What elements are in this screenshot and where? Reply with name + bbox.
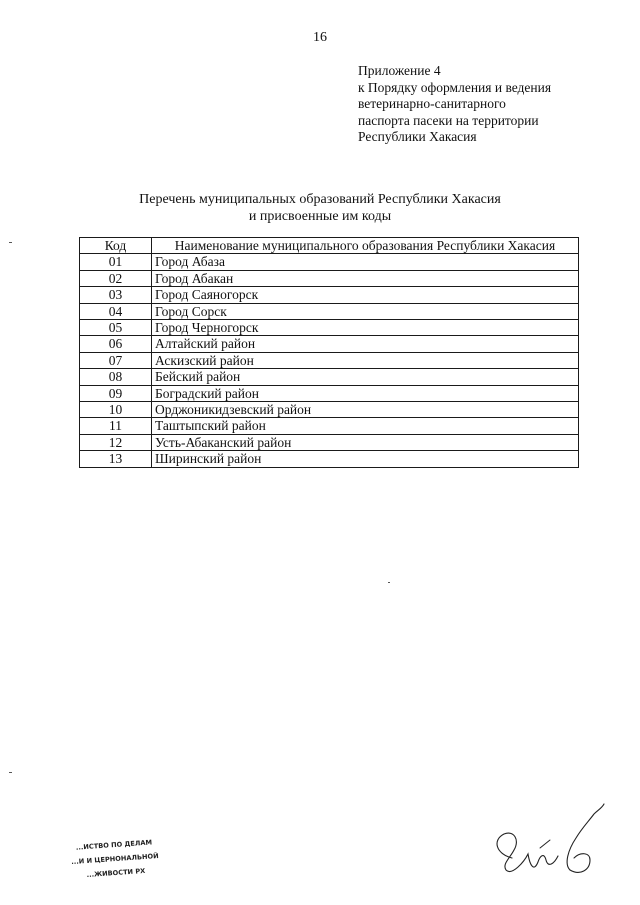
name-cell: Город Абакан xyxy=(152,270,579,286)
table-row xyxy=(80,369,579,385)
table-row xyxy=(80,270,579,286)
document-title xyxy=(0,192,640,225)
stamp-line: ...ЖИВОСТИ РХ xyxy=(86,866,146,880)
appendix-line: Республики Хакасия xyxy=(358,129,477,145)
name-cell: Орджоникидзевский район xyxy=(152,402,579,418)
stamp-line: ...И И ЦЕРНОНАЛЬНОЙ xyxy=(71,851,159,867)
table-row xyxy=(80,451,579,467)
code-cell: 01 xyxy=(80,254,152,270)
code-cell: 13 xyxy=(80,451,152,467)
title-line: и присвоенные им коды xyxy=(248,208,392,224)
table-row xyxy=(80,402,579,418)
appendix-line: Приложение 4 xyxy=(358,63,441,78)
scan-speck xyxy=(9,772,12,773)
code-cell: 05 xyxy=(80,320,152,336)
name-cell: Город Сорск xyxy=(152,303,579,319)
name-cell: Таштыпский район xyxy=(152,418,579,434)
scan-speck xyxy=(388,582,390,583)
table-row xyxy=(80,336,579,352)
code-cell: 02 xyxy=(80,270,152,286)
stamp xyxy=(66,833,163,887)
code-cell: 10 xyxy=(80,402,152,418)
name-cell: Город Абаза xyxy=(152,254,579,270)
code-cell: 09 xyxy=(80,385,152,401)
name-cell: Город Черногорск xyxy=(152,320,579,336)
table-row xyxy=(80,320,579,336)
code-cell: 07 xyxy=(80,352,152,368)
table-row xyxy=(80,303,579,319)
code-cell: 08 xyxy=(80,369,152,385)
appendix-line: ветеринарно-санитарного xyxy=(358,96,506,112)
title-line: Перечень муниципальных образований Республики Хакасия xyxy=(139,192,501,207)
column-header-code: Код xyxy=(80,238,152,254)
table-row xyxy=(80,418,579,434)
signature xyxy=(484,800,614,884)
name-cell: Аскизский район xyxy=(152,352,579,368)
appendix-line: к Порядку оформления и ведения xyxy=(358,79,552,95)
column-header-name: Наименование муниципального образования Республики Хакасия xyxy=(152,238,579,254)
table-header-row xyxy=(80,238,579,254)
code-cell: 06 xyxy=(80,336,152,352)
name-cell: Усть-Абаканский район xyxy=(152,434,579,450)
appendix-line: паспорта пасеки на территории xyxy=(358,112,539,128)
table-row xyxy=(80,434,579,450)
code-cell: 04 xyxy=(80,303,152,319)
page-number: 16 xyxy=(313,30,327,45)
name-cell: Ширинский район xyxy=(152,451,579,467)
name-cell: Алтайский район xyxy=(152,336,579,352)
name-cell: Бейский район xyxy=(152,369,579,385)
stamp-line: ...ИСТВО ПО ДЕЛАМ xyxy=(75,838,153,852)
code-cell: 11 xyxy=(80,418,152,434)
table-row xyxy=(80,352,579,368)
name-cell: Боградский район xyxy=(152,385,579,401)
table-row xyxy=(80,254,579,270)
municipality-codes-table xyxy=(79,237,579,468)
table-row xyxy=(80,287,579,303)
scan-speck xyxy=(9,242,12,243)
table-row xyxy=(80,385,579,401)
name-cell: Город Саяногорск xyxy=(152,287,579,303)
code-cell: 03 xyxy=(80,287,152,303)
code-cell: 12 xyxy=(80,434,152,450)
appendix-note xyxy=(358,63,628,146)
